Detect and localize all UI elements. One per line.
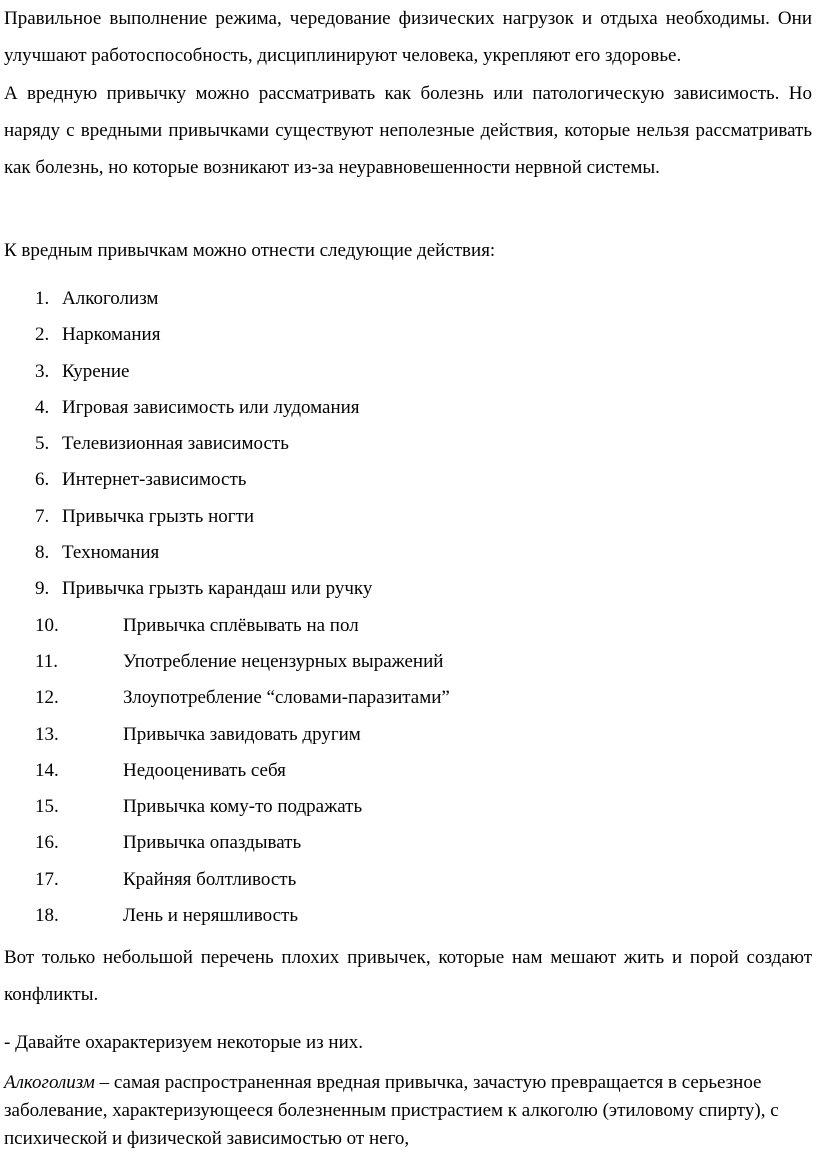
list-item-text: Игровая зависимость или лудомания [62,396,360,418]
list-item [0,571,816,607]
list-item-text: Привычка грызть ногти [62,505,255,527]
term-alcoholism: Алкоголизм [4,1072,95,1093]
paragraph-bad-habit-definition: А вредную привычку можно рассматривать как болезнь или патологическую зависимость. Но наряду с вредными привычками существуют неполезные действия, которые нельзя рассматривать как болезнь, но которые возникают из-за неуравновешенности нервной системы. [4,83,812,178]
list-item-number: 13. [35,723,59,745]
list-item-text: Алкоголизм [62,288,159,309]
list-item-number: 15. [35,796,59,818]
list-item [0,753,816,789]
list-item [0,426,816,462]
list-item [0,680,816,716]
paragraph-list-intro: К вредным привычкам можно отнести следующие действия: [4,240,496,261]
list-item-text: Привычка завидовать другим [123,723,361,745]
list-item-number: 12. [35,687,59,709]
list-item [0,535,816,571]
list-item-text: Телевизионная зависимость [62,433,289,455]
list-item-number: 9. [35,578,50,600]
paragraph-alcoholism [4,1069,812,1153]
list-item-number: 7. [35,505,50,527]
alcoholism-definition: – самая распространенная вредная привычка, зачастую превращается в серьезное заболевание, характеризующееся болезненным пристрастием к алкоголю (этиловому спирту), с психической и физической зависимостью от него, [4,1072,779,1149]
list-item-text: Курение [62,360,130,382]
paragraph-lets-characterize: - Давайте охарактеризуем некоторые из них. [4,1032,363,1053]
list-item [0,281,816,317]
list-item-number: 1. [35,288,50,309]
list-item-text: Привычка грызть карандаш или ручку [62,578,373,600]
list-item-number: 11. [35,650,59,672]
list-item [0,862,816,898]
list-item [0,644,816,680]
list-item-text: Употребление нецензурных выражений [123,650,444,672]
list-item-number: 17. [35,868,59,890]
list-item [0,825,816,861]
list-item [0,354,816,390]
list-item-number: 6. [35,469,50,491]
list-item-number: 14. [35,759,59,781]
list-item-text: Крайняя болтливость [123,868,297,890]
list-item [0,462,816,498]
list-item-number: 8. [35,542,50,564]
list-item-number: 18. [35,905,59,927]
list-item-number: 5. [35,433,50,455]
list-item-number: 10. [35,614,59,636]
list-item-text: Лень и неряшливость [123,905,299,927]
list-item-text: Интернет-зависимость [62,469,247,491]
list-item-text: Злоупотребление “словами-паразитами” [123,687,450,709]
list-item-text: Привычка опаздывать [123,832,302,854]
list-item [0,317,816,353]
list-item-text: Привычка кому-то подражать [123,796,363,818]
paragraph-regime: Правильное выполнение режима, чередование физических нагрузок и отдыха необходимы. Они улучшают работоспособность, дисциплинируют человека, укрепляют его здоровье. [4,8,812,66]
list-item-number: 4. [35,396,50,418]
list-item-number: 3. [35,360,50,382]
list-item [0,390,816,426]
list-item [0,499,816,535]
paragraph-list-conclusion: Вот только небольшой перечень плохих привычек, которые нам мешают жить и порой создают конфликты. [4,947,812,1005]
list-item [0,717,816,753]
habits-list [0,281,816,934]
list-item [0,608,816,644]
list-item-number: 16. [35,832,59,854]
list-item-text: Недооценивать себя [123,759,286,781]
list-item-number: 2. [35,324,50,346]
list-item [0,898,816,934]
list-item-text: Техномания [62,542,160,564]
list-item-text: Наркомания [62,324,161,346]
list-item [0,789,816,825]
list-item-text: Привычка сплёвывать на пол [123,614,359,636]
